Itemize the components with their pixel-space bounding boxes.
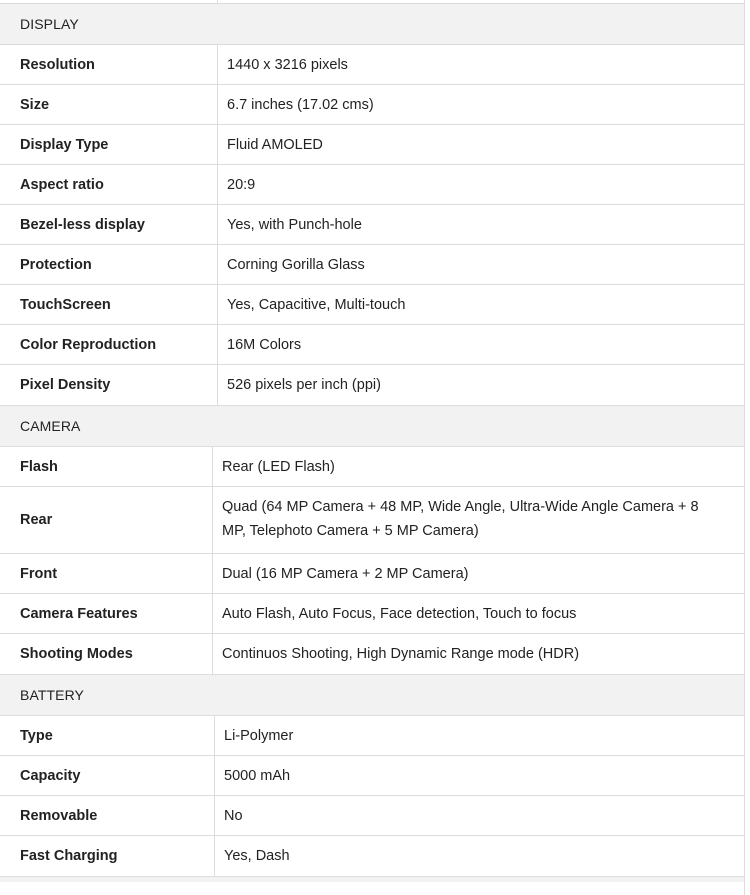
spec-label: Rear	[0, 487, 213, 553]
spec-label: Pixel Density	[0, 365, 218, 405]
spec-value: 16M Colors	[227, 336, 302, 353]
spec-value: 1440 x 3216 pixels	[227, 56, 348, 73]
table-row	[0, 836, 744, 876]
table-row	[0, 796, 744, 836]
spec-label: Resolution	[0, 45, 218, 84]
table-row	[0, 245, 744, 285]
table-row	[0, 325, 744, 365]
spec-value: Yes, with Punch-hole	[227, 216, 362, 233]
spec-label: Removable	[0, 796, 215, 835]
spec-label: Camera Features	[0, 594, 213, 633]
spec-value: Auto Flash, Auto Focus, Face detection, Touch to focus	[222, 605, 577, 622]
table-row	[0, 716, 744, 756]
spec-value: 526 pixels per inch (ppi)	[227, 377, 381, 393]
column-divider	[217, 0, 218, 4]
spec-label: Display Type	[0, 125, 218, 164]
table-row	[0, 756, 744, 796]
table-row	[0, 554, 744, 594]
spec-label: TouchScreen	[0, 285, 218, 324]
spec-label: Protection	[0, 245, 218, 284]
spec-value: Dual (16 MP Camera + 2 MP Camera)	[222, 565, 469, 582]
table-row	[0, 285, 744, 325]
spec-value: Yes, Dash	[224, 848, 290, 864]
table-row	[0, 594, 744, 634]
table-row	[0, 487, 744, 554]
spec-value: Rear (LED Flash)	[222, 458, 335, 475]
spec-label: Shooting Modes	[0, 634, 213, 674]
spec-label: Fast Charging	[0, 836, 215, 876]
next-section-edge	[0, 877, 744, 882]
section-header-display: DISPLAY	[0, 4, 744, 45]
spec-value: Li-Polymer	[224, 727, 294, 744]
section-header-camera: CAMERA	[0, 406, 744, 447]
table-row	[0, 165, 744, 205]
spec-label: Type	[0, 716, 215, 755]
spec-label: Bezel-less display	[0, 205, 218, 244]
camera-section	[0, 406, 744, 675]
spec-label: Flash	[0, 447, 213, 486]
spec-label: Size	[0, 85, 218, 124]
display-section	[0, 4, 744, 406]
table-row	[0, 205, 744, 245]
spec-value: 20:9	[227, 176, 256, 193]
spec-value: 6.7 inches (17.02 cms)	[227, 96, 374, 113]
table-row	[0, 85, 744, 125]
table-row	[0, 634, 744, 674]
spec-label: Aspect ratio	[0, 165, 218, 204]
spec-label: Front	[0, 554, 213, 593]
spec-value: Yes, Capacitive, Multi-touch	[227, 296, 406, 313]
table-row	[0, 45, 744, 85]
table-row	[0, 447, 744, 487]
spec-value: 5000 mAh	[224, 767, 291, 784]
table-top-edge	[0, 0, 744, 4]
spec-value: Corning Gorilla Glass	[227, 256, 365, 273]
section-header-battery: BATTERY	[0, 675, 744, 716]
spec-label: Color Reproduction	[0, 325, 218, 364]
spec-value: Continuos Shooting, High Dynamic Range mode (HDR)	[222, 646, 580, 662]
spec-value: Quad (64 MP Camera + 48 MP, Wide Angle, Ultra-Wide Angle Camera + 8 MP, Telephoto Camera + 5 MP Camera)	[222, 499, 699, 539]
spec-label: Capacity	[0, 756, 215, 795]
spec-value: No	[224, 807, 243, 824]
spec-value: Fluid AMOLED	[227, 136, 323, 153]
table-row	[0, 365, 744, 405]
battery-section	[0, 675, 744, 877]
table-row	[0, 125, 744, 165]
